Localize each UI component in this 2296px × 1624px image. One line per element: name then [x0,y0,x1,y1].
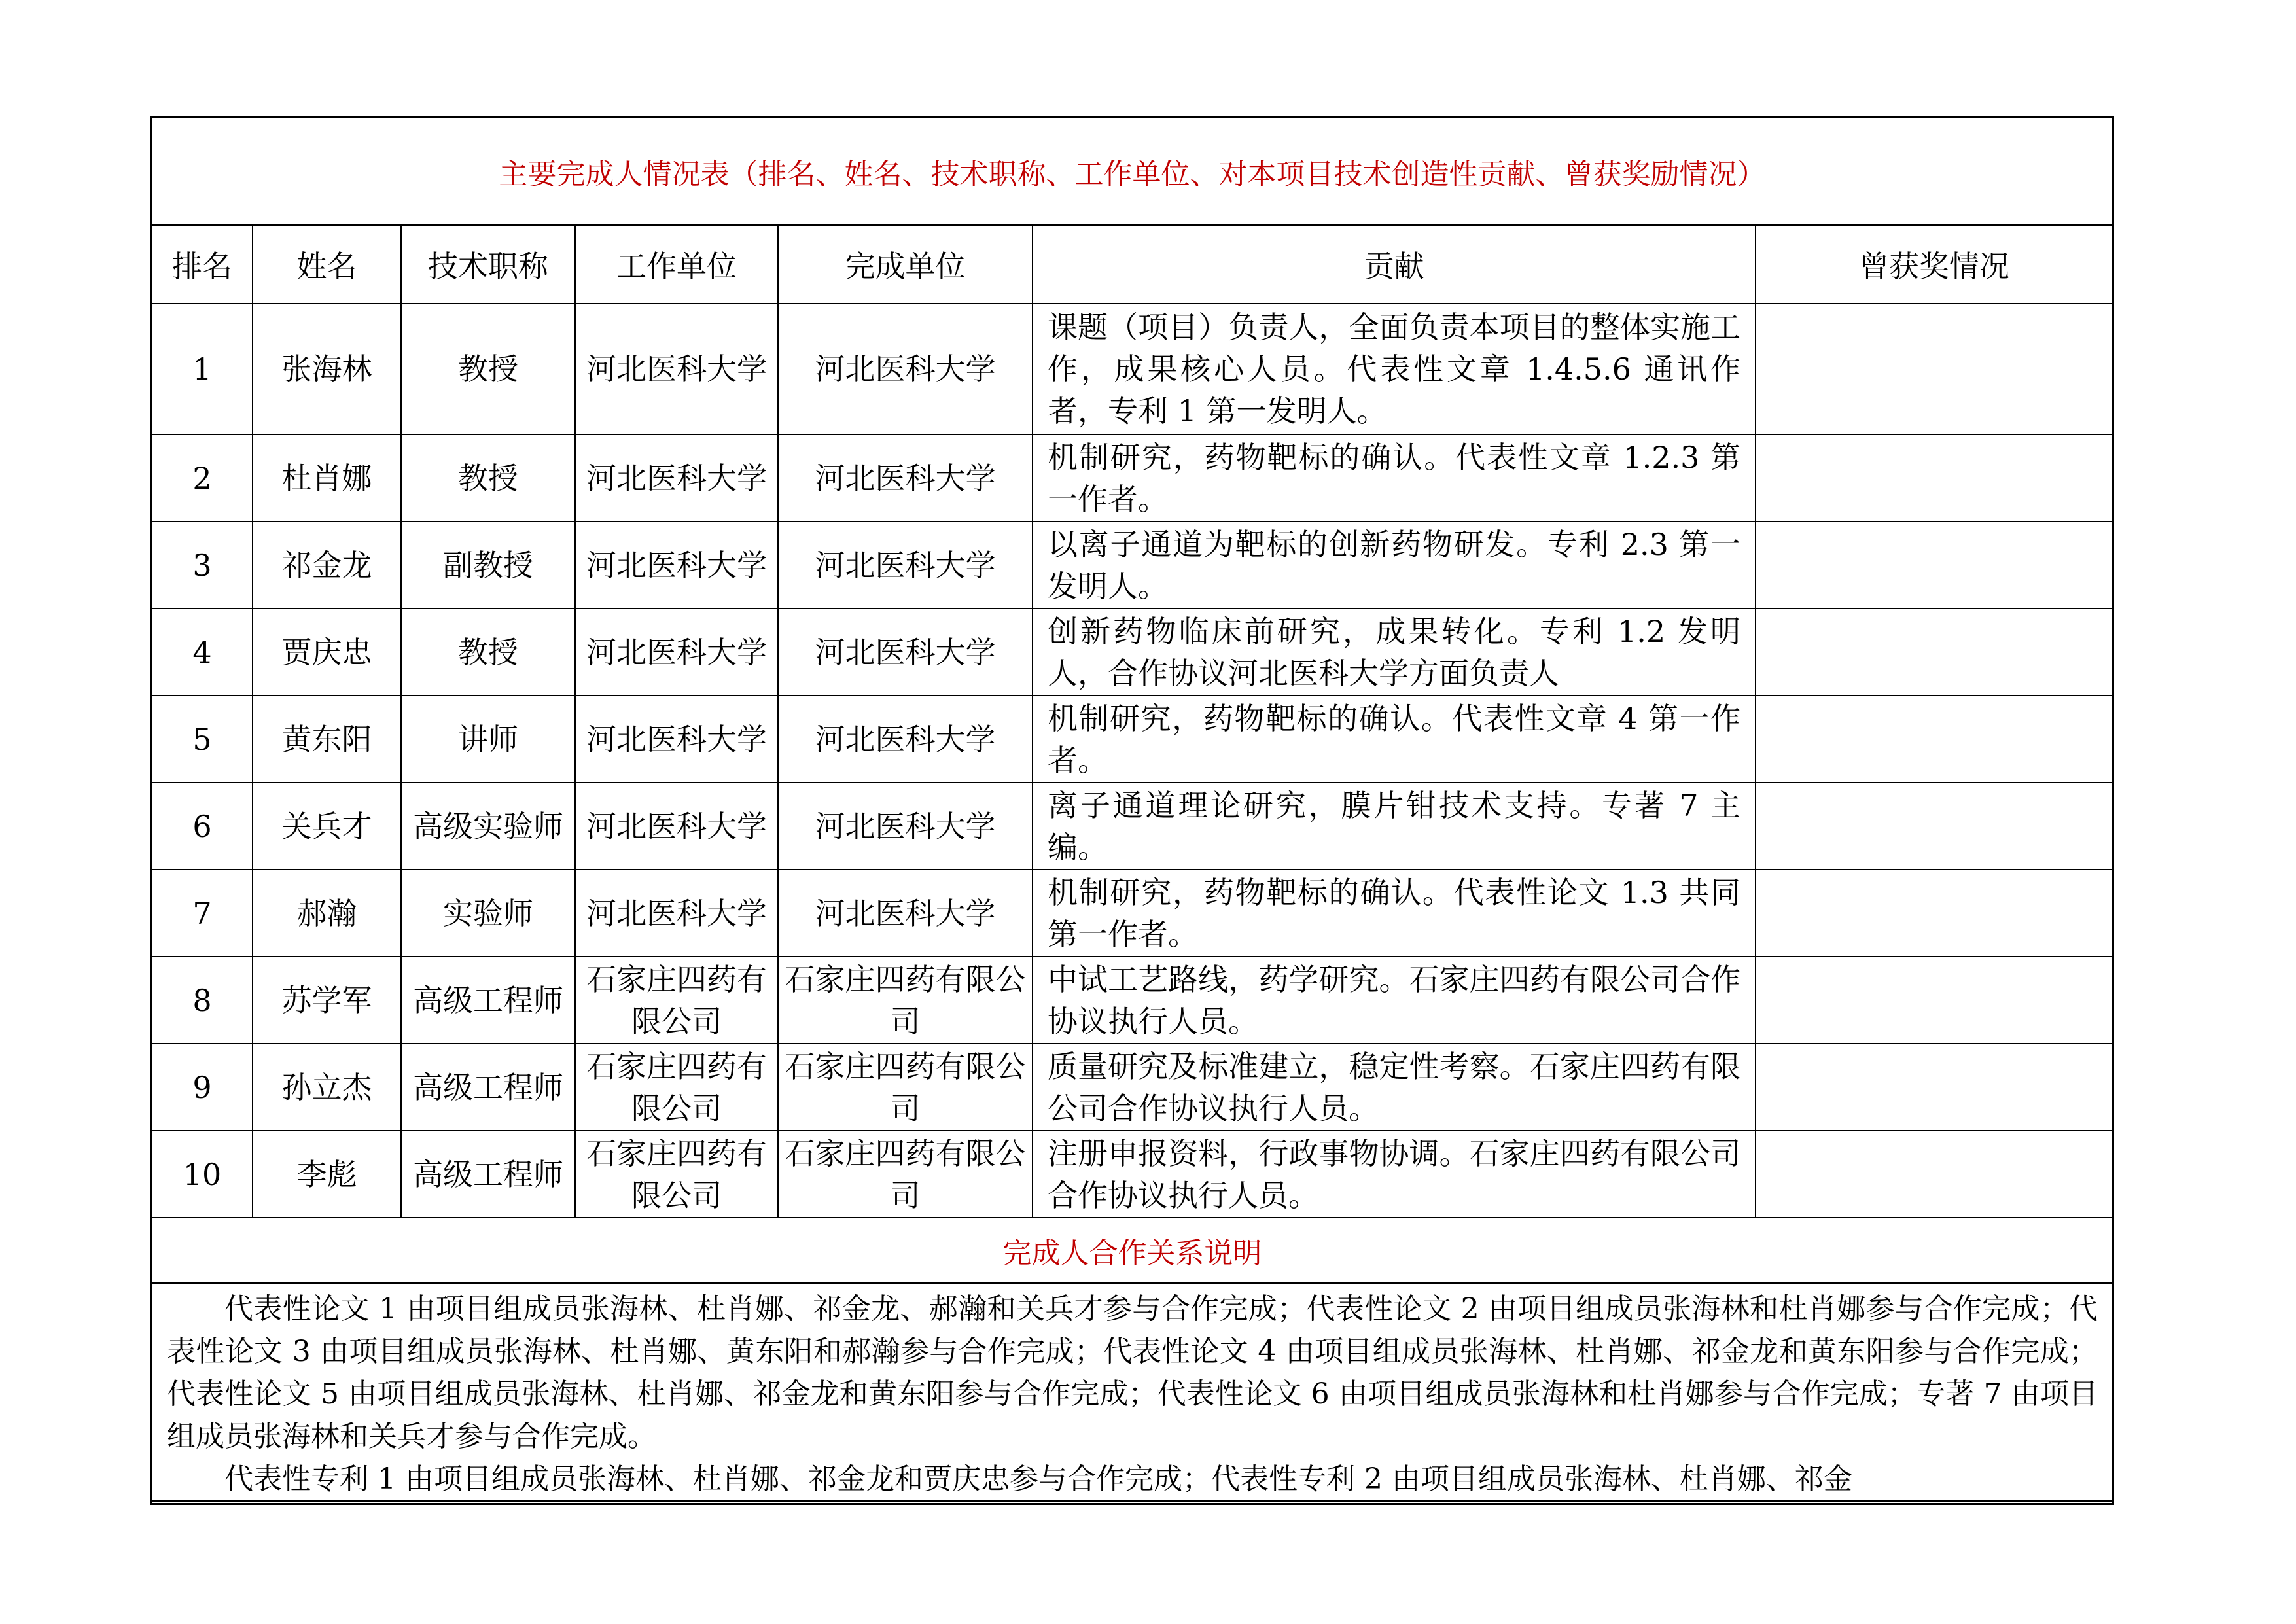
title-cell: 实验师 [401,870,575,957]
completing-unit-cell: 石家庄四药有限公司 [778,957,1033,1044]
contribution-cell: 质量研究及标准建立，稳定性考察。石家庄四药有限公司合作协议执行人员。 [1033,1044,1756,1131]
header-awards: 曾获奖情况 [1756,225,2112,304]
rank-cell: 7 [152,870,253,957]
awards-cell [1756,304,2112,434]
awards-cell [1756,870,2112,957]
contribution-cell: 机制研究，药物靶标的确认。代表性论文 1.3 共同第一作者。 [1033,870,1756,957]
completing-unit-cell: 河北医科大学 [778,783,1033,870]
contribution-cell: 机制研究，药物靶标的确认。代表性文章 4 第一作者。 [1033,696,1756,783]
employer-cell: 石家庄四药有限公司 [575,1044,778,1131]
name-cell: 李彪 [253,1131,401,1218]
completing-unit-cell: 河北医科大学 [778,304,1033,434]
contribution-cell: 注册申报资料，行政事物协调。石家庄四药有限公司合作协议执行人员。 [1033,1131,1756,1218]
cooperation-notes [152,1283,2112,1501]
contribution-cell: 离子通道理论研究，膜片钳技术支持。专著 7 主编。 [1033,783,1756,870]
name-cell: 贾庆忠 [253,609,401,696]
header-employer: 工作单位 [575,225,778,304]
header-completing-unit: 完成单位 [778,225,1033,304]
header-name: 姓名 [253,225,401,304]
completers-table [152,118,2112,1502]
name-cell: 黄东阳 [253,696,401,783]
awards-cell [1756,957,2112,1044]
name-cell: 郝瀚 [253,870,401,957]
rank-cell: 9 [152,1044,253,1131]
name-cell: 杜肖娜 [253,434,401,521]
title-cell: 讲师 [401,696,575,783]
awards-cell [1756,696,2112,783]
employer-cell: 石家庄四药有限公司 [575,957,778,1044]
completers-table-sheet [150,116,2114,1505]
contribution-cell: 课题（项目）负责人，全面负责本项目的整体实施工作，成果核心人员。代表性文章 1.4.5.6 通讯作者，专利 1 第一发明人。 [1033,304,1756,434]
table-row [152,696,2112,783]
table-row [152,521,2112,609]
name-cell: 祁金龙 [253,521,401,609]
rank-cell: 10 [152,1131,253,1218]
table-row [152,783,2112,870]
employer-cell: 河北医科大学 [575,434,778,521]
rank-cell: 1 [152,304,253,434]
employer-cell: 河北医科大学 [575,521,778,609]
name-cell: 苏学军 [253,957,401,1044]
header-title: 技术职称 [401,225,575,304]
rank-cell: 3 [152,521,253,609]
name-cell: 孙立杰 [253,1044,401,1131]
completing-unit-cell: 河北医科大学 [778,521,1033,609]
rank-cell: 4 [152,609,253,696]
employer-cell: 石家庄四药有限公司 [575,1131,778,1218]
employer-cell: 河北医科大学 [575,783,778,870]
completing-unit-cell: 石家庄四药有限公司 [778,1131,1033,1218]
table-row [152,957,2112,1044]
awards-cell [1756,1044,2112,1131]
table-row [152,1044,2112,1131]
awards-cell [1756,783,2112,870]
employer-cell: 河北医科大学 [575,304,778,434]
awards-cell [1756,609,2112,696]
awards-cell [1756,521,2112,609]
completing-unit-cell: 河北医科大学 [778,434,1033,521]
title-cell: 副教授 [401,521,575,609]
title-cell: 高级工程师 [401,1044,575,1131]
rank-cell: 6 [152,783,253,870]
rank-cell: 8 [152,957,253,1044]
header-contribution: 贡献 [1033,225,1756,304]
name-cell: 关兵才 [253,783,401,870]
title-cell: 教授 [401,609,575,696]
cooperation-paragraph-patents: 代表性专利 1 由项目组成员张海林、杜肖娜、祁金龙和贾庆忠参与合作完成；代表性专利 2 由项目组成员张海林、杜肖娜、祁金 [224,1462,1852,1496]
table-row [152,609,2112,696]
completing-unit-cell: 河北医科大学 [778,609,1033,696]
rank-cell: 5 [152,696,253,783]
name-cell: 张海林 [253,304,401,434]
cooperation-section-title: 完成人合作关系说明 [152,1218,2112,1283]
table-row [152,434,2112,521]
awards-cell [1756,434,2112,521]
table-row [152,1131,2112,1218]
title-cell: 教授 [401,304,575,434]
employer-cell: 河北医科大学 [575,696,778,783]
title-cell: 高级实验师 [401,783,575,870]
table-row [152,870,2112,957]
employer-cell: 河北医科大学 [575,609,778,696]
contribution-cell: 中试工艺路线，药学研究。石家庄四药有限公司合作协议执行人员。 [1033,957,1756,1044]
cooperation-paragraph-papers: 代表性论文 1 由项目组成员张海林、杜肖娜、祁金龙、郝瀚和关兵才参与合作完成；代表性论文 2 由项目组成员张海林和杜肖娜参与合作完成；代表性论文 3 由项目组成员张海林、杜肖娜、黄东阳和郝瀚参与合作完成；代表性论文 4 由项目组成员张海林、杜肖娜、祁金龙和黄东阳参与合作完成；代表性论文 5 由项目组成员张海林、杜肖娜、祁金龙和黄东阳参与合作完成；代表性论文 6 由项目组成员张海林和杜肖娜参与合作完成；专著 7 由项目组成员张海林和关兵才参与合作完成。 [167,1292,2098,1453]
header-rank: 排名 [152,225,253,304]
rank-cell: 2 [152,434,253,521]
employer-cell: 河北医科大学 [575,870,778,957]
table-row [152,304,2112,434]
contribution-cell: 创新药物临床前研究，成果转化。专利 1.2 发明人，合作协议河北医科大学方面负责人 [1033,609,1756,696]
contribution-cell: 以离子通道为靶标的创新药物研发。专利 2.3 第一发明人。 [1033,521,1756,609]
header-row [152,225,2112,304]
contribution-cell: 机制研究，药物靶标的确认。代表性文章 1.2.3 第一作者。 [1033,434,1756,521]
completing-unit-cell: 河北医科大学 [778,870,1033,957]
completing-unit-cell: 河北医科大学 [778,696,1033,783]
title-cell: 高级工程师 [401,957,575,1044]
title-cell: 高级工程师 [401,1131,575,1218]
table-title: 主要完成人情况表（排名、姓名、技术职称、工作单位、对本项目技术创造性贡献、曾获奖励情况） [152,118,2112,225]
awards-cell [1756,1131,2112,1218]
title-cell: 教授 [401,434,575,521]
completing-unit-cell: 石家庄四药有限公司 [778,1044,1033,1131]
